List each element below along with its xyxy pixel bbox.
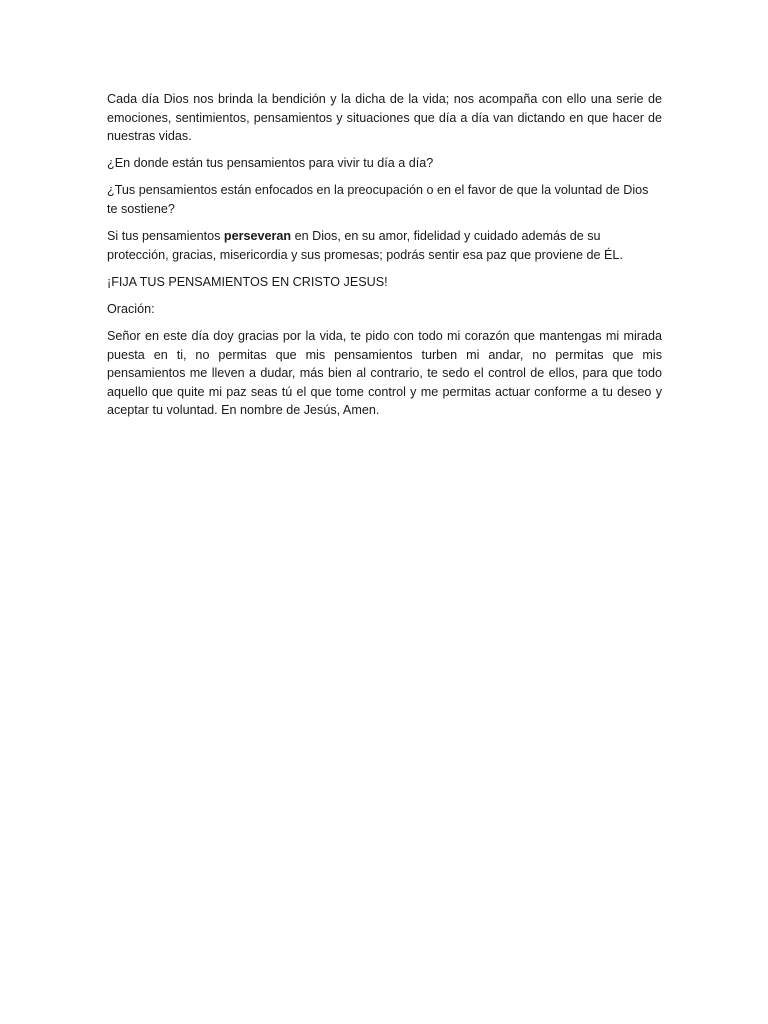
prayer-paragraph: Señor en este día doy gracias por la vida, te pido con todo mi corazón que mantengas mi mirada puesta en ti, no permitas que mis pensamientos turben mi andar, no permitas que mis pensamientos me lleven a dudar, más bien al contrario, te sedo el control de ellos, para que todo aquello que quite mi paz seas tú el que tome control y me permitas actuar conforme a tu deseo y aceptar tu voluntad. En nombre de Jesús, Amen.: [107, 328, 662, 418]
question-paragraph-2: ¿Tus pensamientos están enfocados en la preocupación o en el favor de que la voluntad de Dios te sostiene?: [107, 183, 649, 216]
exhortation-paragraph: ¡FIJA TUS PENSAMIENTOS EN CRISTO JESUS!: [107, 274, 388, 289]
persevere-text-start: Si tus pensamientos: [107, 229, 224, 244]
prayer-heading: Oración:: [107, 301, 155, 316]
persevere-bold-word: perseveran: [223, 229, 292, 244]
persevere-paragraph: [107, 227, 662, 264]
question-paragraph-1: ¿En donde están tus pensamientos para vivir tu día a día?: [107, 156, 434, 171]
persevere-text-end: en Dios, en su amor, fidelidad y cuidado además de su protección, gracias, misericordia y sus promesas; podrás sentir esa paz que proviene de ÉL.: [107, 229, 623, 262]
intro-paragraph: Cada día Dios nos brinda la bendición y la dicha de la vida; nos acompaña con ello una serie de emociones, sentimientos, pensamientos y situaciones que día a día van dictando en que hacer de nuestras vidas.: [107, 92, 662, 144]
